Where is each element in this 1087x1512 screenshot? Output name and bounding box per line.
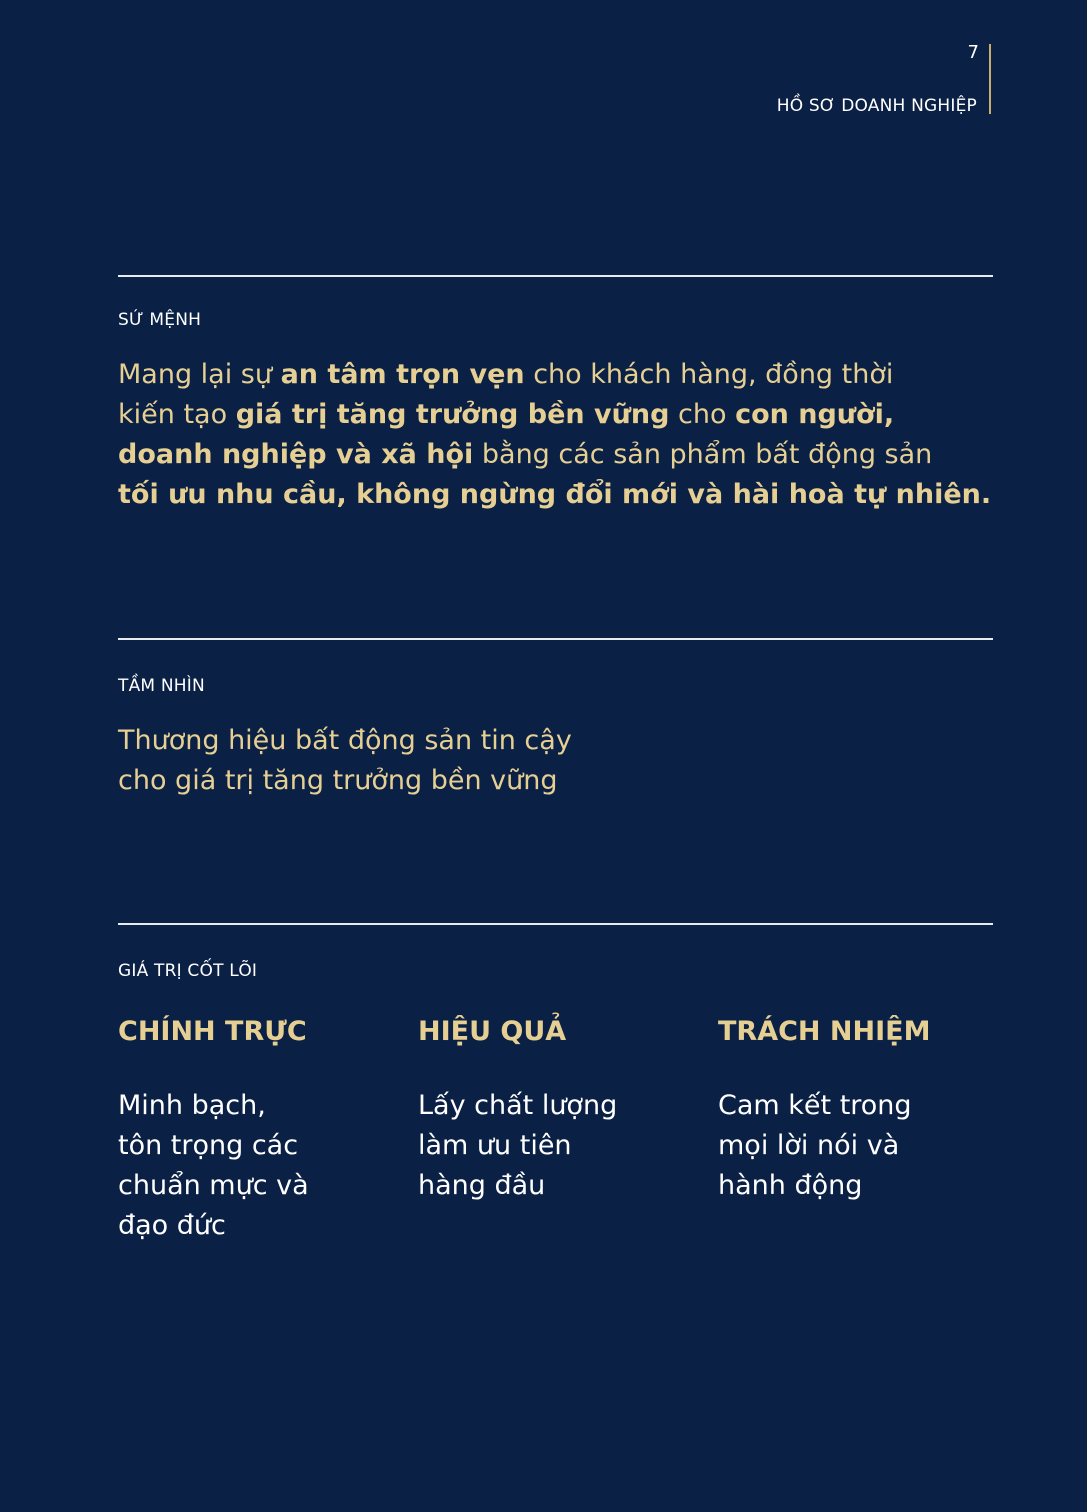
mission-line: [118, 435, 1038, 475]
core-value-efficiency: [418, 1012, 698, 1206]
mission-emphasis: tối ưu nhu cầu, không ngừng đổi mới và hài hoà tự nhiên.: [118, 479, 992, 510]
mission-segment: Mang lại sự: [118, 359, 281, 390]
mission-line: [118, 475, 1038, 515]
core-value-line: hành động: [718, 1170, 863, 1201]
core-values-divider: [118, 923, 993, 925]
vision-label: TẦM NHÌN: [118, 676, 205, 696]
vision-line: cho giá trị tăng trưởng bền vững: [118, 765, 558, 796]
core-value-line: đạo đức: [118, 1210, 226, 1241]
mission-divider: [118, 275, 993, 277]
core-value-description: [718, 1086, 998, 1206]
core-value-title: HIỆU QUẢ: [418, 1016, 567, 1047]
vision-line: Thương hiệu bất động sản tin cậy: [118, 725, 572, 756]
vision-divider: [118, 638, 993, 640]
core-value-line: tôn trọng các: [118, 1130, 299, 1161]
document-label: HỒ SƠ DOANH NGHIỆP: [776, 96, 977, 116]
mission-line: [118, 355, 1038, 395]
core-value-title: CHÍNH TRỰC: [118, 1016, 307, 1047]
core-value-description: [418, 1086, 698, 1206]
core-value-line: chuẩn mực và: [118, 1170, 309, 1201]
core-value-integrity: [118, 1012, 398, 1246]
core-values-label: GIÁ TRỊ CỐT LÕI: [118, 961, 258, 981]
mission-segment: kiến tạo: [118, 399, 236, 430]
core-value-line: mọi lời nói và: [718, 1130, 900, 1161]
page-number: 7: [967, 42, 979, 63]
mission-emphasis: giá trị tăng trưởng bền vững: [235, 399, 670, 430]
mission-segment: cho: [669, 399, 736, 430]
mission-emphasis: con người,: [735, 399, 895, 430]
core-value-line: Cam kết trong: [718, 1090, 912, 1121]
vision-statement: [118, 721, 572, 801]
core-value-line: Lấy chất lượng: [418, 1090, 618, 1121]
core-value-line: làm ưu tiên: [418, 1130, 572, 1161]
mission-emphasis: doanh nghiệp và xã hội: [118, 439, 474, 470]
core-value-responsibility: [718, 1012, 998, 1206]
mission-label: SỨ MỆNH: [118, 310, 202, 330]
mission-line: [118, 395, 1038, 435]
core-value-title: TRÁCH NHIỆM: [718, 1016, 931, 1047]
core-value-line: hàng đầu: [418, 1170, 546, 1201]
core-value-line: Minh bạch,: [118, 1090, 266, 1121]
core-value-description: [118, 1086, 398, 1246]
mission-emphasis: an tâm trọn vẹn: [280, 359, 525, 390]
header-divider: [989, 44, 991, 114]
mission-segment: bằng các sản phẩm bất động sản: [473, 439, 933, 470]
mission-segment: cho khách hàng, đồng thời: [524, 359, 894, 390]
mission-statement: [118, 355, 1038, 515]
